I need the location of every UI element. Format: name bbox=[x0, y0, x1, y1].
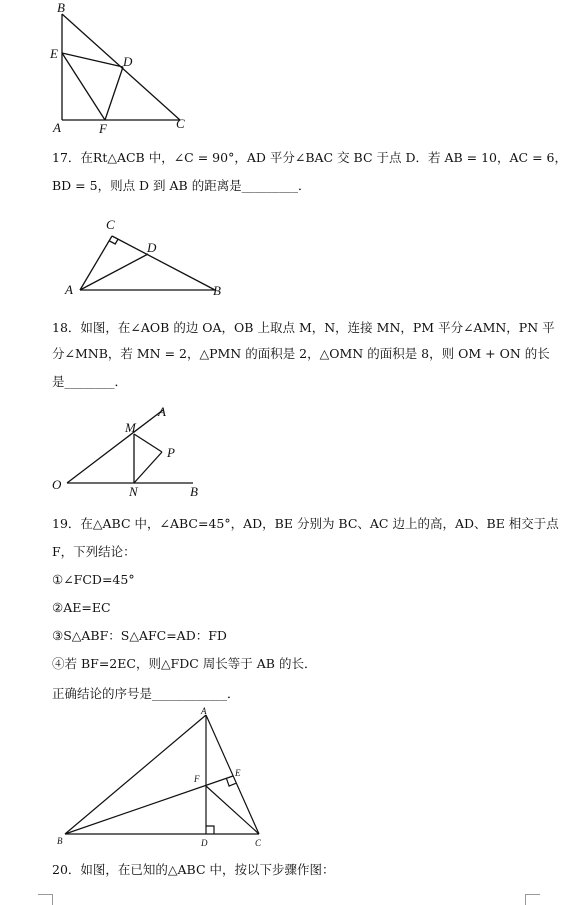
label-e: E bbox=[235, 768, 241, 778]
label-f: F bbox=[194, 774, 200, 784]
label-d: D bbox=[123, 54, 133, 69]
label-n: N bbox=[129, 484, 138, 499]
page-corner-mark-right bbox=[525, 894, 540, 905]
label-f: F bbox=[99, 121, 107, 136]
label-e: E bbox=[50, 46, 58, 61]
label-d: D bbox=[147, 240, 157, 255]
label-a: A bbox=[201, 706, 207, 716]
label-c: C bbox=[176, 116, 185, 131]
figure-triangle-abc-19 bbox=[55, 706, 275, 851]
conclusion-4: ④若 BF=2EC，则△FDC 周长等于 AB 的长． bbox=[52, 656, 317, 671]
page-corner-mark-left bbox=[38, 894, 53, 905]
question-18-line-1: 18．如图，在∠AOB 的边 OA，OB 上取点 M，N，连接 MN，PM 平分∠AMN，PN 平 bbox=[52, 320, 555, 335]
label-a: A bbox=[53, 120, 61, 135]
answer-prompt: 正确结论的序号是____________． bbox=[52, 686, 240, 701]
question-19-line-1: 19．在△ABC 中，∠ABC=45°，AD，BE 分别为 BC、AC 边上的高，AD、BE 相交于点 bbox=[52, 516, 559, 531]
conclusion-1: ①∠FCD=45° bbox=[52, 572, 135, 587]
label-p: P bbox=[167, 445, 175, 460]
label-a: A bbox=[158, 404, 166, 419]
question-17-line-2: BD = 5，则点 D 到 AB 的距离是_________． bbox=[52, 178, 311, 193]
question-19-line-2: F，下列结论： bbox=[52, 544, 136, 559]
label-b: B bbox=[190, 484, 198, 499]
label-c: C bbox=[255, 838, 262, 848]
label-m: M bbox=[125, 420, 136, 435]
question-17-line-1: 17．在Rt△ACB 中，∠C = 90°，AD 平分∠BAC 交 BC 于点 D．若 AB = 10，AC = 6， bbox=[52, 150, 567, 165]
label-b: B bbox=[57, 836, 63, 846]
label-o: O bbox=[52, 477, 62, 492]
question-20-line-1: 20．如图，在已知的△ABC 中，按以下步骤作图： bbox=[52, 862, 335, 877]
label-a: A bbox=[65, 282, 73, 297]
label-b: B bbox=[57, 0, 65, 15]
label-c: C bbox=[106, 217, 115, 232]
figure-angle-aob-18 bbox=[45, 402, 220, 502]
label-d: D bbox=[201, 838, 208, 848]
label-b: B bbox=[213, 283, 221, 298]
figure-triangle-acb-17 bbox=[60, 212, 240, 302]
question-18-line-3: 是________． bbox=[52, 374, 128, 389]
conclusion-3: ③S△ABF：S△AFC=AD：FD bbox=[52, 628, 227, 643]
figure-triangle-abc-16 bbox=[45, 0, 195, 138]
conclusion-2: ②AE=EC bbox=[52, 600, 111, 615]
question-18-line-2: 分∠MNB，若 MN = 2，△PMN 的面积是 2，△OMN 的面积是 8，则 OM + ON 的长 bbox=[52, 346, 550, 361]
